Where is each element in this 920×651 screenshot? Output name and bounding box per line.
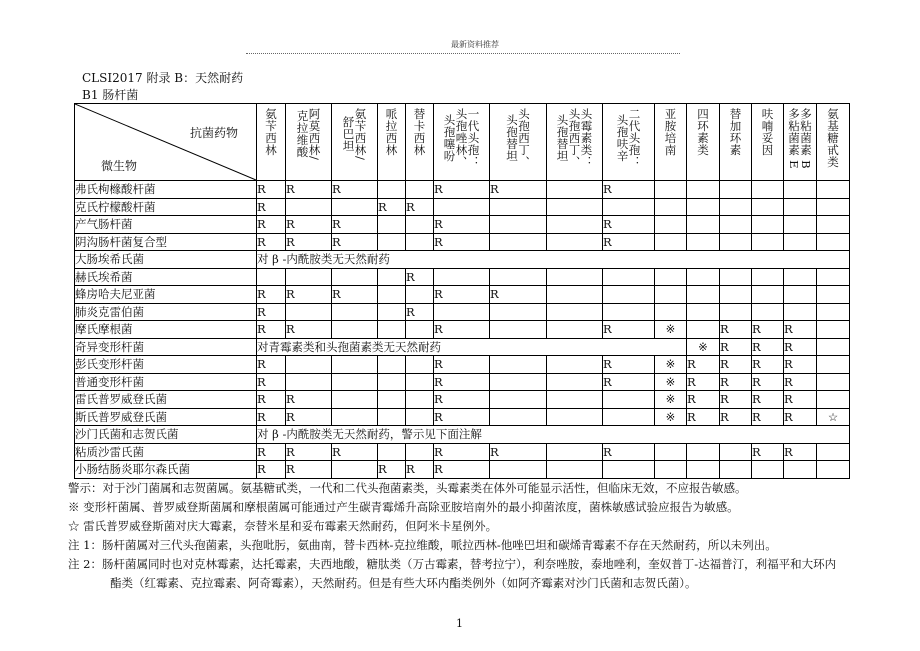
cell bbox=[490, 198, 547, 216]
cell bbox=[784, 198, 817, 216]
cell: R bbox=[603, 373, 655, 391]
cell: R bbox=[784, 321, 817, 339]
organism-name: 摩氏摩根菌 bbox=[75, 321, 257, 339]
cell bbox=[720, 268, 752, 286]
cell bbox=[332, 198, 378, 216]
cell bbox=[490, 461, 547, 479]
cell: R bbox=[257, 321, 286, 339]
table-row bbox=[75, 216, 850, 234]
table-row bbox=[75, 373, 850, 391]
cell: R bbox=[784, 373, 817, 391]
column-header bbox=[720, 104, 752, 181]
cell bbox=[490, 233, 547, 251]
organism-name: 大肠埃希氏菌 bbox=[75, 251, 257, 269]
cell: R bbox=[784, 408, 817, 426]
organism-name: 沙门氏菌和志贺氏菌 bbox=[75, 426, 257, 444]
cell: R bbox=[257, 198, 286, 216]
table-row bbox=[75, 321, 850, 339]
column-header-label: 一代头孢： 头孢唑林、 头孢噻吩 bbox=[442, 108, 481, 168]
cell bbox=[817, 303, 850, 321]
cell bbox=[603, 408, 655, 426]
cell bbox=[603, 391, 655, 409]
column-header-label: 头孢西丁、 头孢替坦 bbox=[505, 108, 531, 168]
cell: R bbox=[332, 443, 378, 461]
cell bbox=[378, 321, 406, 339]
cell: R bbox=[286, 443, 332, 461]
cell bbox=[378, 356, 406, 374]
cell: R bbox=[752, 356, 784, 374]
organism-name: 产气肠杆菌 bbox=[75, 216, 257, 234]
cell bbox=[817, 216, 850, 234]
cell: R bbox=[286, 181, 332, 199]
cell: R bbox=[332, 181, 378, 199]
cell bbox=[406, 408, 434, 426]
cell: R bbox=[752, 443, 784, 461]
cell bbox=[817, 286, 850, 304]
cell: R bbox=[257, 303, 286, 321]
cell bbox=[603, 198, 655, 216]
cell bbox=[378, 373, 406, 391]
cell bbox=[817, 198, 850, 216]
cell bbox=[752, 286, 784, 304]
cell bbox=[687, 181, 720, 199]
cell: R bbox=[378, 198, 406, 216]
cell: R bbox=[257, 181, 286, 199]
cell bbox=[490, 216, 547, 234]
cell: R bbox=[603, 321, 655, 339]
cell bbox=[406, 181, 434, 199]
drugs-axis-label: 抗菌药物 bbox=[189, 126, 238, 140]
table-row bbox=[75, 303, 850, 321]
cell bbox=[655, 268, 687, 286]
cell bbox=[752, 268, 784, 286]
table-row bbox=[75, 251, 850, 269]
cell bbox=[434, 198, 490, 216]
cell: R bbox=[257, 408, 286, 426]
column-header bbox=[286, 104, 332, 181]
column-header bbox=[603, 104, 655, 181]
cell: R bbox=[603, 443, 655, 461]
cell bbox=[406, 373, 434, 391]
cell: R bbox=[752, 373, 784, 391]
cell bbox=[752, 303, 784, 321]
cell: ※ bbox=[687, 338, 720, 356]
column-header-label: 哌拉西林 bbox=[384, 108, 399, 156]
cell bbox=[547, 443, 603, 461]
table-row bbox=[75, 443, 850, 461]
column-header-label: 阿莫西林/ 克拉维酸 bbox=[295, 108, 322, 161]
cell bbox=[378, 216, 406, 234]
cell bbox=[817, 321, 850, 339]
cell: R bbox=[784, 338, 817, 356]
cell bbox=[406, 321, 434, 339]
organism-name: 奇异变形杆菌 bbox=[75, 338, 257, 356]
cell: R bbox=[720, 321, 752, 339]
cell: R bbox=[434, 181, 490, 199]
column-header-label: 替加环素 bbox=[728, 108, 743, 156]
page-number: 1 bbox=[456, 617, 463, 630]
cell bbox=[752, 198, 784, 216]
document-title: CLSI2017 附录 B：天然耐药 bbox=[82, 71, 244, 85]
table-row bbox=[75, 356, 850, 374]
cell bbox=[655, 216, 687, 234]
cell: R bbox=[406, 268, 434, 286]
cell bbox=[378, 408, 406, 426]
cell: ※ bbox=[655, 321, 687, 339]
cell: R bbox=[257, 391, 286, 409]
cell bbox=[378, 268, 406, 286]
organism-name: 肺炎克雷伯菌 bbox=[75, 303, 257, 321]
cell bbox=[547, 461, 603, 479]
cell: R bbox=[434, 356, 490, 374]
cell bbox=[332, 391, 378, 409]
cell bbox=[687, 443, 720, 461]
table-row bbox=[75, 461, 850, 479]
cell bbox=[490, 373, 547, 391]
column-header-label: 多粘菌素 B 多粘菌素 E bbox=[787, 108, 813, 170]
table-row bbox=[75, 391, 850, 409]
cell: R bbox=[286, 233, 332, 251]
cell bbox=[687, 321, 720, 339]
cell bbox=[547, 198, 603, 216]
cell bbox=[547, 286, 603, 304]
cell bbox=[720, 303, 752, 321]
cell bbox=[332, 321, 378, 339]
cell bbox=[687, 216, 720, 234]
column-header bbox=[752, 104, 784, 181]
cell: R bbox=[434, 286, 490, 304]
resistance-table bbox=[74, 103, 850, 479]
cell bbox=[687, 303, 720, 321]
organism-name: 小肠结肠炎耶尔森氏菌 bbox=[75, 461, 257, 479]
cell bbox=[286, 373, 332, 391]
cell bbox=[817, 233, 850, 251]
cell: R bbox=[286, 321, 332, 339]
cell bbox=[547, 321, 603, 339]
cell: R bbox=[720, 408, 752, 426]
cell bbox=[378, 286, 406, 304]
section-title: B1 肠杆菌 bbox=[82, 88, 139, 102]
cell: R bbox=[286, 408, 332, 426]
cell: R bbox=[784, 356, 817, 374]
cell bbox=[655, 181, 687, 199]
table-row bbox=[75, 426, 850, 444]
cell bbox=[434, 268, 490, 286]
column-header bbox=[687, 104, 720, 181]
cell bbox=[332, 303, 378, 321]
column-header bbox=[547, 104, 603, 181]
cell: ※ bbox=[655, 356, 687, 374]
note-2: 注 2：肠杆菌属同时也对克林霉素，达托霉素，夫西地酸，糖肽类（万古霉素，替考拉宁），利奈唑胺，泰地唑利，奎奴普丁-达福普汀，利福平和大环内 bbox=[68, 557, 837, 571]
cell: R bbox=[490, 181, 547, 199]
cell: R bbox=[434, 216, 490, 234]
page-header: 最新资料推荐 bbox=[451, 40, 499, 49]
warning-note: 警示：对于沙门菌属和志贺菌属。氨基糖甙类，一代和二代头孢菌素类，头霉素类在体外可能显示活性，但临床无效，不应报告敏感。 bbox=[68, 481, 747, 495]
organism-name: 粘质沙雷氏菌 bbox=[75, 443, 257, 461]
cell bbox=[720, 181, 752, 199]
cell: R bbox=[406, 198, 434, 216]
cell bbox=[490, 356, 547, 374]
cell bbox=[784, 461, 817, 479]
cell bbox=[378, 181, 406, 199]
cell bbox=[784, 216, 817, 234]
cell: R bbox=[752, 408, 784, 426]
table-row bbox=[75, 233, 850, 251]
cell: ☆ bbox=[817, 408, 850, 426]
column-header bbox=[378, 104, 406, 181]
cell bbox=[784, 268, 817, 286]
span-note: 对青霉素类和头孢菌素类无天然耐药 bbox=[257, 338, 687, 356]
cell bbox=[490, 321, 547, 339]
table-row bbox=[75, 338, 850, 356]
cell bbox=[547, 216, 603, 234]
cell: R bbox=[490, 286, 547, 304]
cell bbox=[406, 233, 434, 251]
span-note: 对 β -内酰胺类无天然耐药，警示见下面注解 bbox=[257, 426, 850, 444]
organism-name: 克氏柠檬酸杆菌 bbox=[75, 198, 257, 216]
organism-name: 雷氏普罗威登氏菌 bbox=[75, 391, 257, 409]
cell: R bbox=[257, 216, 286, 234]
note-2-continued: 酯类（红霉素、克拉霉素、阿奇霉素），天然耐药。但是有些大环内酯类例外（如阿齐霉素对沙门氏菌和志贺氏菌）。 bbox=[110, 576, 697, 590]
column-header bbox=[490, 104, 547, 181]
cell bbox=[655, 233, 687, 251]
cell bbox=[687, 198, 720, 216]
cell: R bbox=[332, 216, 378, 234]
cell bbox=[378, 303, 406, 321]
cell bbox=[332, 373, 378, 391]
cell: R bbox=[286, 216, 332, 234]
cell bbox=[687, 461, 720, 479]
cell: R bbox=[378, 461, 406, 479]
cell bbox=[655, 286, 687, 304]
cell: R bbox=[257, 286, 286, 304]
table-body bbox=[75, 181, 850, 479]
cell bbox=[817, 338, 850, 356]
cell bbox=[720, 443, 752, 461]
cell: R bbox=[752, 338, 784, 356]
cell bbox=[784, 303, 817, 321]
cell: R bbox=[752, 321, 784, 339]
cell bbox=[784, 233, 817, 251]
cell bbox=[655, 303, 687, 321]
cell bbox=[332, 408, 378, 426]
cell bbox=[490, 303, 547, 321]
cell: R bbox=[603, 216, 655, 234]
cell bbox=[547, 181, 603, 199]
table-header-row bbox=[75, 104, 850, 181]
span-note: 对 β -内酰胺类无天然耐药 bbox=[257, 251, 850, 269]
table-row bbox=[75, 268, 850, 286]
cell bbox=[603, 286, 655, 304]
cell bbox=[286, 356, 332, 374]
cell bbox=[490, 268, 547, 286]
cell bbox=[406, 356, 434, 374]
cell bbox=[257, 268, 286, 286]
cell: R bbox=[603, 356, 655, 374]
cell bbox=[817, 373, 850, 391]
cell: R bbox=[332, 233, 378, 251]
column-header bbox=[784, 104, 817, 181]
table-row bbox=[75, 408, 850, 426]
cell bbox=[332, 461, 378, 479]
cell: R bbox=[752, 391, 784, 409]
cell bbox=[406, 286, 434, 304]
cell bbox=[817, 181, 850, 199]
cell bbox=[655, 443, 687, 461]
column-header-label: 替卡西林 bbox=[412, 108, 427, 156]
column-header bbox=[434, 104, 490, 181]
cell bbox=[286, 303, 332, 321]
cell bbox=[286, 268, 332, 286]
cell bbox=[817, 356, 850, 374]
cell: R bbox=[406, 303, 434, 321]
cell bbox=[687, 233, 720, 251]
cell: ※ bbox=[655, 408, 687, 426]
column-header-label: 亚胺培南 bbox=[663, 108, 678, 156]
cell bbox=[434, 303, 490, 321]
note-asterisk: ※ 变形杆菌属、普罗威登斯菌属和摩根菌属可能通过产生碳青霉烯升高除亚胺培南外的最小抑菌浓度，菌株敏感试验应报告为敏感。 bbox=[68, 500, 739, 514]
note-star: ☆ 雷氏普罗威登斯菌对庆大霉素，奈替米星和妥布霉素天然耐药，但阿米卡星例外。 bbox=[68, 519, 498, 533]
cell bbox=[817, 391, 850, 409]
cell: R bbox=[720, 373, 752, 391]
cell bbox=[378, 233, 406, 251]
cell bbox=[547, 391, 603, 409]
cell: R bbox=[784, 391, 817, 409]
organism-name: 斯氏普罗威登氏菌 bbox=[75, 408, 257, 426]
cell: R bbox=[434, 391, 490, 409]
cell: R bbox=[720, 356, 752, 374]
cell bbox=[655, 461, 687, 479]
cell bbox=[817, 461, 850, 479]
cell: ※ bbox=[655, 391, 687, 409]
cell bbox=[720, 216, 752, 234]
cell bbox=[603, 268, 655, 286]
cell: R bbox=[603, 181, 655, 199]
cell bbox=[784, 181, 817, 199]
table-corner bbox=[75, 104, 257, 181]
table-row bbox=[75, 181, 850, 199]
cell bbox=[406, 443, 434, 461]
cell bbox=[490, 391, 547, 409]
cell bbox=[817, 268, 850, 286]
cell: R bbox=[687, 356, 720, 374]
cell: R bbox=[434, 233, 490, 251]
cell: R bbox=[720, 391, 752, 409]
cell: R bbox=[286, 391, 332, 409]
cell: R bbox=[406, 461, 434, 479]
column-header-label: 二代头孢： 头孢呋辛 bbox=[615, 108, 642, 168]
cell bbox=[603, 303, 655, 321]
column-header-label: 呋喃妥因 bbox=[760, 108, 775, 156]
cell: R bbox=[720, 338, 752, 356]
cell bbox=[406, 216, 434, 234]
cell bbox=[332, 356, 378, 374]
table-row bbox=[75, 286, 850, 304]
column-header bbox=[257, 104, 286, 181]
column-header bbox=[332, 104, 378, 181]
organism-name: 彭氏变形杆菌 bbox=[75, 356, 257, 374]
cell: R bbox=[784, 443, 817, 461]
cell: R bbox=[434, 321, 490, 339]
cell bbox=[687, 268, 720, 286]
organisms-axis-label: 微生物 bbox=[101, 159, 138, 173]
cell bbox=[784, 286, 817, 304]
cell: R bbox=[332, 286, 378, 304]
cell bbox=[378, 443, 406, 461]
cell bbox=[817, 443, 850, 461]
cell bbox=[547, 356, 603, 374]
cell bbox=[720, 461, 752, 479]
cell: R bbox=[257, 373, 286, 391]
cell: R bbox=[603, 233, 655, 251]
cell: R bbox=[434, 373, 490, 391]
cell: R bbox=[257, 233, 286, 251]
column-header-label: 四环素类 bbox=[696, 108, 710, 156]
cell: R bbox=[286, 286, 332, 304]
note-1: 注 1：肠杆菌属对三代头孢菌素，头孢吡肟，氨曲南，替卡西林-克拉维酸，哌拉西林-他唑巴坦和碳烯青霉素不存在天然耐药，所以未列出。 bbox=[68, 538, 777, 552]
cell bbox=[655, 198, 687, 216]
cell bbox=[603, 461, 655, 479]
cell: R bbox=[490, 443, 547, 461]
organism-name: 赫氏埃希菌 bbox=[75, 268, 257, 286]
organism-name: 蜂房哈夫尼亚菌 bbox=[75, 286, 257, 304]
cell bbox=[752, 181, 784, 199]
cell bbox=[332, 268, 378, 286]
column-header-label: 氨苄西林 bbox=[264, 108, 278, 156]
cell bbox=[752, 216, 784, 234]
cell bbox=[406, 391, 434, 409]
table-row bbox=[75, 198, 850, 216]
cell bbox=[547, 233, 603, 251]
cell bbox=[720, 233, 752, 251]
cell bbox=[752, 461, 784, 479]
cell bbox=[547, 268, 603, 286]
cell bbox=[378, 391, 406, 409]
column-header-label: 头霉素类： 头孢西丁、 头孢替坦 bbox=[555, 108, 594, 168]
cell bbox=[286, 198, 332, 216]
cell bbox=[547, 373, 603, 391]
cell: R bbox=[286, 461, 332, 479]
column-header bbox=[817, 104, 850, 181]
cell: R bbox=[257, 461, 286, 479]
cell bbox=[720, 198, 752, 216]
cell: R bbox=[687, 391, 720, 409]
organism-name: 弗氏枸橼酸杆菌 bbox=[75, 181, 257, 199]
cell bbox=[752, 233, 784, 251]
cell bbox=[720, 286, 752, 304]
column-header-label: 氨苄西林/ 舒巴坦 bbox=[341, 108, 368, 161]
cell: R bbox=[257, 356, 286, 374]
cell: R bbox=[687, 408, 720, 426]
column-header bbox=[406, 104, 434, 181]
cell bbox=[547, 303, 603, 321]
organism-name: 普通变形杆菌 bbox=[75, 373, 257, 391]
footnotes bbox=[68, 479, 868, 593]
cell: R bbox=[434, 408, 490, 426]
cell: R bbox=[687, 373, 720, 391]
cell: ※ bbox=[655, 373, 687, 391]
organism-name: 阴沟肠杆菌复合型 bbox=[75, 233, 257, 251]
cell bbox=[687, 286, 720, 304]
column-header bbox=[655, 104, 687, 181]
cell bbox=[490, 408, 547, 426]
cell: R bbox=[257, 443, 286, 461]
column-header-label: 氨基糖甙类 bbox=[826, 108, 840, 168]
cell: R bbox=[434, 443, 490, 461]
cell: R bbox=[434, 461, 490, 479]
cell bbox=[547, 408, 603, 426]
